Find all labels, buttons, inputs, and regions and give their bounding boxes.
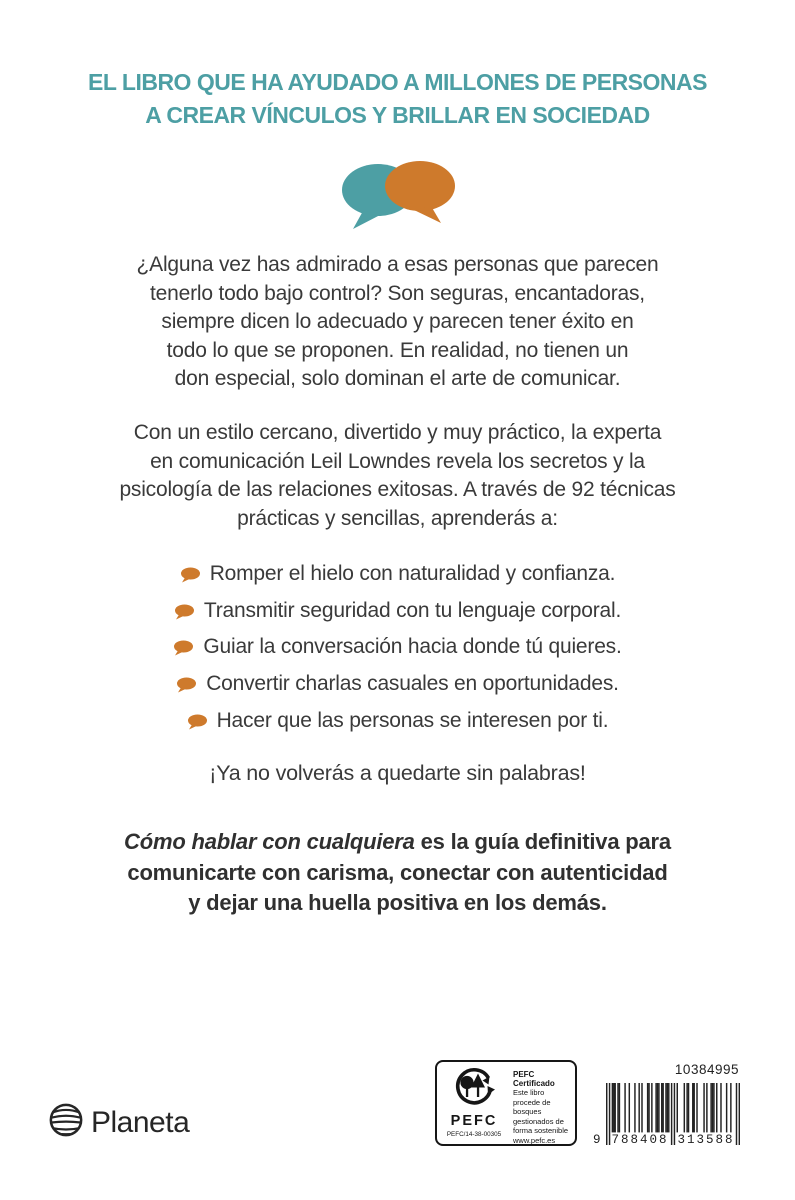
closing-line-1-rest: es la guía definitiva para xyxy=(414,829,671,854)
benefits-list xyxy=(0,556,795,739)
speech-bubble-bullet-icon xyxy=(176,677,197,693)
pefc-logo-column xyxy=(442,1067,506,1139)
intro-line: don especial, solo dominan el arte de comunicar. xyxy=(174,367,621,390)
planeta-globe-icon xyxy=(48,1102,84,1143)
headline xyxy=(0,66,795,132)
ean-digits-right: 313588 xyxy=(677,1133,735,1147)
pefc-certification-box xyxy=(435,1060,577,1146)
intro-line: tenerlo todo bajo control? Son seguras, encantadoras, xyxy=(150,281,645,305)
intro-paragraph xyxy=(0,251,795,394)
barcode-block xyxy=(593,1062,740,1147)
bullet-text: Romper el hielo con naturalidad y confianza. xyxy=(209,562,616,586)
headline-line-1: EL LIBRO QUE HA AYUDADO A MILLONES DE PERSONAS xyxy=(88,69,707,95)
speech-bubble-bullet-icon xyxy=(174,604,195,620)
list-item xyxy=(0,629,795,666)
tagline: ¡Ya no volverás a quedarte sin palabras! xyxy=(209,761,586,785)
bullet-text: Convertir charlas casuales en oportunidades. xyxy=(206,672,619,696)
pefc-text-column xyxy=(513,1067,569,1145)
bullet-text: Hacer que las personas se interesen por ti. xyxy=(216,708,609,732)
closing-line-2: comunicarte con carisma, conectar con autenticidad xyxy=(127,859,668,885)
publisher-name: Planeta xyxy=(91,1105,190,1139)
publisher-logo xyxy=(48,1102,189,1143)
intro-line: siempre dicen lo adecuado y parecen tener éxito en xyxy=(161,310,634,333)
book-title: Cómo hablar con cualquiera xyxy=(124,829,415,854)
list-item xyxy=(0,666,795,703)
closing-paragraph xyxy=(0,827,795,919)
pefc-certified-label: PEFC Certificado xyxy=(513,1070,555,1088)
closing-line-3: y dejar una huella positiva en los demás. xyxy=(188,890,607,915)
ean-digits-left: 788408 xyxy=(611,1133,669,1147)
product-code: 10384995 xyxy=(674,1062,739,1077)
speech-bubble-bullet-icon xyxy=(180,567,201,583)
list-item xyxy=(0,556,795,593)
list-item xyxy=(0,702,795,739)
pefc-license-number: PEFC/14-38-00305 xyxy=(446,1131,502,1138)
closing-line-1 xyxy=(0,827,795,858)
pefc-description: Este libro procede de bosques gestionados de forma sostenible xyxy=(513,1088,569,1135)
intro-line: todo lo que se proponen. En realidad, no tienen un xyxy=(166,338,629,362)
speech-bubble-bullet-icon xyxy=(187,714,208,730)
barcode xyxy=(593,1083,740,1147)
speech-bubble-bullet-icon xyxy=(173,640,194,656)
pefc-logo-icon xyxy=(452,1067,496,1112)
about-line: psicología de las relaciones exitosas. A través de 92 técnicas xyxy=(119,478,676,501)
about-line: en comunicación Leil Lowndes revela los secretos y la xyxy=(150,449,645,473)
speech-bubbles-icon xyxy=(0,160,795,232)
pefc-wordmark: PEFC xyxy=(450,1113,498,1129)
pefc-url: www.pefc.es xyxy=(513,1135,556,1145)
intro-line: ¿Alguna vez has admirado a esas personas que parecen xyxy=(136,253,659,276)
list-item xyxy=(0,593,795,630)
about-line: Con un estilo cercano, divertido y muy práctico, la experta xyxy=(133,421,662,444)
about-line: prácticas y sencillas, aprenderás a: xyxy=(237,506,558,530)
headline-line-2: A CREAR VÍNCULOS Y BRILLAR EN SOCIEDAD xyxy=(145,102,650,128)
ean-digit-first: 9 xyxy=(593,1133,601,1147)
bullet-text: Transmitir seguridad con tu lenguaje corporal. xyxy=(203,598,622,622)
bullet-text: Guiar la conversación hacia donde tú quieres. xyxy=(203,635,622,659)
about-paragraph xyxy=(0,419,795,533)
